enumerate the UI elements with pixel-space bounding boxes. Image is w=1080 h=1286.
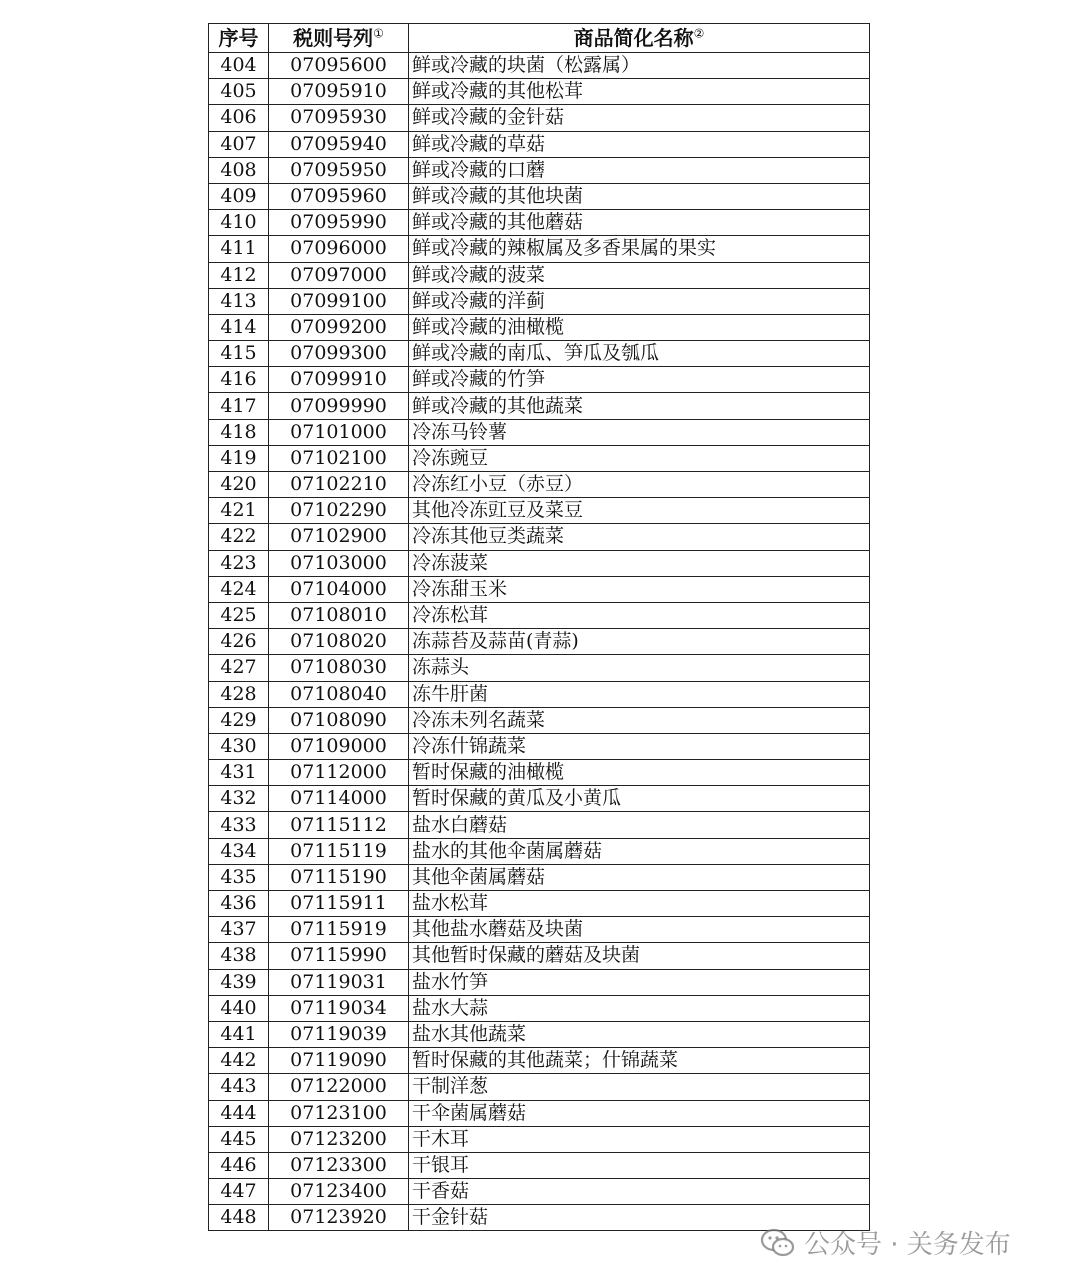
cell-name: 盐水竹笋 (409, 969, 870, 995)
cell-code: 07114000 (269, 786, 409, 812)
cell-name: 干木耳 (409, 1126, 870, 1152)
cell-seq: 429 (209, 707, 269, 733)
cell-seq: 411 (209, 236, 269, 262)
cell-code: 07119090 (269, 1048, 409, 1074)
cell-code: 07119031 (269, 969, 409, 995)
cell-name: 干金针菇 (409, 1205, 870, 1231)
cell-code: 07104000 (269, 576, 409, 602)
cell-name: 鲜或冷藏的其他蔬菜 (409, 393, 870, 419)
cell-code: 07102290 (269, 498, 409, 524)
header-row (209, 24, 870, 53)
cell-name: 冻蒜头 (409, 655, 870, 681)
table-row (209, 393, 870, 419)
cell-name: 冷冻其他豆类蔬菜 (409, 524, 870, 550)
cell-name: 鲜或冷藏的辣椒属及多香果属的果实 (409, 236, 870, 262)
cell-seq: 435 (209, 864, 269, 890)
cell-code: 07095960 (269, 183, 409, 209)
wechat-icon (760, 1228, 796, 1258)
table-row (209, 157, 870, 183)
cell-code: 07115112 (269, 812, 409, 838)
table-row (209, 262, 870, 288)
cell-name: 鲜或冷藏的块菌（松露属） (409, 53, 870, 79)
table-row (209, 786, 870, 812)
cell-code: 07115919 (269, 917, 409, 943)
cell-name: 冷冻豌豆 (409, 445, 870, 471)
cell-name: 干伞菌属蘑菇 (409, 1100, 870, 1126)
cell-code: 07095910 (269, 79, 409, 105)
table-row (209, 472, 870, 498)
cell-code: 07115119 (269, 838, 409, 864)
cell-seq: 421 (209, 498, 269, 524)
cell-code: 07096000 (269, 236, 409, 262)
cell-name: 鲜或冷藏的菠菜 (409, 262, 870, 288)
cell-seq: 434 (209, 838, 269, 864)
cell-code: 07097000 (269, 262, 409, 288)
cell-name: 干香菇 (409, 1179, 870, 1205)
cell-code: 07101000 (269, 419, 409, 445)
table-row (209, 550, 870, 576)
cell-seq: 412 (209, 262, 269, 288)
cell-name: 冻蒜苔及蒜苗(青蒜) (409, 629, 870, 655)
table-row (209, 1126, 870, 1152)
table-row (209, 105, 870, 131)
cell-seq: 404 (209, 53, 269, 79)
table-row (209, 445, 870, 471)
cell-code: 07095930 (269, 105, 409, 131)
cell-seq: 426 (209, 629, 269, 655)
table-row (209, 1048, 870, 1074)
table-body (209, 53, 870, 1231)
cell-name: 鲜或冷藏的其他蘑菇 (409, 210, 870, 236)
table-row (209, 210, 870, 236)
cell-seq: 419 (209, 445, 269, 471)
cell-seq: 436 (209, 891, 269, 917)
table-row (209, 995, 870, 1021)
cell-seq: 431 (209, 760, 269, 786)
table-row (209, 131, 870, 157)
cell-code: 07108030 (269, 655, 409, 681)
cell-name: 冻牛肝菌 (409, 681, 870, 707)
cell-seq: 446 (209, 1152, 269, 1178)
cell-code: 07109000 (269, 733, 409, 759)
table-row (209, 314, 870, 340)
cell-name: 冷冻马铃薯 (409, 419, 870, 445)
cell-name: 干银耳 (409, 1152, 870, 1178)
cell-code: 07119034 (269, 995, 409, 1021)
cell-seq: 414 (209, 314, 269, 340)
table-row (209, 733, 870, 759)
cell-code: 07099200 (269, 314, 409, 340)
cell-code: 07123100 (269, 1100, 409, 1126)
cell-name: 鲜或冷藏的金针菇 (409, 105, 870, 131)
cell-seq: 444 (209, 1100, 269, 1126)
cell-name: 鲜或冷藏的洋蓟 (409, 288, 870, 314)
cell-code: 07095600 (269, 53, 409, 79)
cell-seq: 405 (209, 79, 269, 105)
table-row (209, 943, 870, 969)
cell-name: 鲜或冷藏的竹笋 (409, 367, 870, 393)
cell-seq: 443 (209, 1074, 269, 1100)
table-row (209, 79, 870, 105)
table-row (209, 1179, 870, 1205)
cell-code: 07099300 (269, 341, 409, 367)
cell-seq: 447 (209, 1179, 269, 1205)
table-row (209, 367, 870, 393)
cell-code: 07102900 (269, 524, 409, 550)
cell-seq: 417 (209, 393, 269, 419)
cell-seq: 409 (209, 183, 269, 209)
cell-seq: 445 (209, 1126, 269, 1152)
cell-seq: 428 (209, 681, 269, 707)
cell-seq: 420 (209, 472, 269, 498)
cell-code: 07102100 (269, 445, 409, 471)
cell-name: 鲜或冷藏的口蘑 (409, 157, 870, 183)
cell-name: 其他冷冻豇豆及菜豆 (409, 498, 870, 524)
cell-seq: 407 (209, 131, 269, 157)
cell-code: 07099100 (269, 288, 409, 314)
cell-name: 鲜或冷藏的其他松茸 (409, 79, 870, 105)
table-row (209, 655, 870, 681)
cell-name: 盐水大蒜 (409, 995, 870, 1021)
cell-seq: 438 (209, 943, 269, 969)
header-code: 税则号列① (269, 24, 409, 53)
cell-name: 暂时保藏的黄瓜及小黄瓜 (409, 786, 870, 812)
cell-name: 其他伞菌属蘑菇 (409, 864, 870, 890)
cell-seq: 406 (209, 105, 269, 131)
cell-code: 07119039 (269, 1021, 409, 1047)
cell-code: 07108090 (269, 707, 409, 733)
cell-seq: 416 (209, 367, 269, 393)
cell-seq: 425 (209, 602, 269, 628)
cell-seq: 418 (209, 419, 269, 445)
cell-code: 07099990 (269, 393, 409, 419)
cell-code: 07112000 (269, 760, 409, 786)
cell-code: 07103000 (269, 550, 409, 576)
cell-seq: 424 (209, 576, 269, 602)
watermark-text: 公众号 · 关务发布 (804, 1230, 1011, 1260)
cell-seq: 433 (209, 812, 269, 838)
table-row (209, 183, 870, 209)
cell-seq: 432 (209, 786, 269, 812)
header-name: 商品简化名称② (409, 24, 870, 53)
cell-code: 07099910 (269, 367, 409, 393)
tariff-table (208, 23, 870, 1231)
cell-name: 冷冻松茸 (409, 602, 870, 628)
cell-name: 其他暂时保藏的蘑菇及块菌 (409, 943, 870, 969)
cell-name: 其他盐水蘑菇及块菌 (409, 917, 870, 943)
cell-code: 07108040 (269, 681, 409, 707)
cell-code: 07115190 (269, 864, 409, 890)
table-row (209, 341, 870, 367)
table-row (209, 1021, 870, 1047)
table-row (209, 236, 870, 262)
cell-seq: 442 (209, 1048, 269, 1074)
cell-seq: 430 (209, 733, 269, 759)
table-row (209, 1152, 870, 1178)
table-row (209, 969, 870, 995)
table-header (209, 24, 870, 53)
table-row (209, 524, 870, 550)
cell-seq: 437 (209, 917, 269, 943)
cell-name: 暂时保藏的油橄榄 (409, 760, 870, 786)
cell-code: 07095990 (269, 210, 409, 236)
table-row (209, 760, 870, 786)
table-row (209, 812, 870, 838)
table-row (209, 1074, 870, 1100)
cell-name: 盐水松茸 (409, 891, 870, 917)
cell-name: 冷冻什锦蔬菜 (409, 733, 870, 759)
cell-seq: 413 (209, 288, 269, 314)
cell-name: 盐水其他蔬菜 (409, 1021, 870, 1047)
cell-code: 07122000 (269, 1074, 409, 1100)
table-row (209, 707, 870, 733)
cell-code: 07115911 (269, 891, 409, 917)
cell-name: 冷冻红小豆（赤豆） (409, 472, 870, 498)
cell-code: 07102210 (269, 472, 409, 498)
cell-seq: 440 (209, 995, 269, 1021)
cell-seq: 423 (209, 550, 269, 576)
cell-seq: 427 (209, 655, 269, 681)
cell-seq: 408 (209, 157, 269, 183)
table-row (209, 419, 870, 445)
table-row (209, 576, 870, 602)
cell-name: 干制洋葱 (409, 1074, 870, 1100)
cell-code: 07108020 (269, 629, 409, 655)
cell-name: 冷冻未列名蔬菜 (409, 707, 870, 733)
cell-code: 07115990 (269, 943, 409, 969)
table-row (209, 288, 870, 314)
cell-name: 盐水的其他伞菌属蘑菇 (409, 838, 870, 864)
table-row (209, 1100, 870, 1126)
cell-name: 鲜或冷藏的其他块菌 (409, 183, 870, 209)
table-row (209, 917, 870, 943)
cell-code: 07123300 (269, 1152, 409, 1178)
cell-code: 07123920 (269, 1205, 409, 1231)
table-row (209, 864, 870, 890)
cell-name: 盐水白蘑菇 (409, 812, 870, 838)
table-row (209, 498, 870, 524)
cell-seq: 441 (209, 1021, 269, 1047)
cell-name: 鲜或冷藏的油橄榄 (409, 314, 870, 340)
cell-code: 07123400 (269, 1179, 409, 1205)
cell-code: 07095940 (269, 131, 409, 157)
table-row (209, 53, 870, 79)
table-row (209, 838, 870, 864)
table-row (209, 891, 870, 917)
footnote-marker-2: ② (693, 25, 705, 40)
cell-seq: 415 (209, 341, 269, 367)
cell-name: 鲜或冷藏的草菇 (409, 131, 870, 157)
cell-code: 07095950 (269, 157, 409, 183)
cell-name: 冷冻甜玉米 (409, 576, 870, 602)
watermark (760, 1224, 1011, 1261)
footnote-marker-1: ① (373, 25, 384, 40)
header-seq: 序号 (209, 24, 269, 53)
cell-seq: 439 (209, 969, 269, 995)
table-row (209, 602, 870, 628)
cell-name: 暂时保藏的其他蔬菜；什锦蔬菜 (409, 1048, 870, 1074)
cell-code: 07123200 (269, 1126, 409, 1152)
cell-name: 冷冻菠菜 (409, 550, 870, 576)
cell-code: 07108010 (269, 602, 409, 628)
cell-seq: 448 (209, 1205, 269, 1231)
cell-seq: 422 (209, 524, 269, 550)
cell-seq: 410 (209, 210, 269, 236)
table-row (209, 681, 870, 707)
table-row (209, 629, 870, 655)
cell-name: 鲜或冷藏的南瓜、笋瓜及瓠瓜 (409, 341, 870, 367)
